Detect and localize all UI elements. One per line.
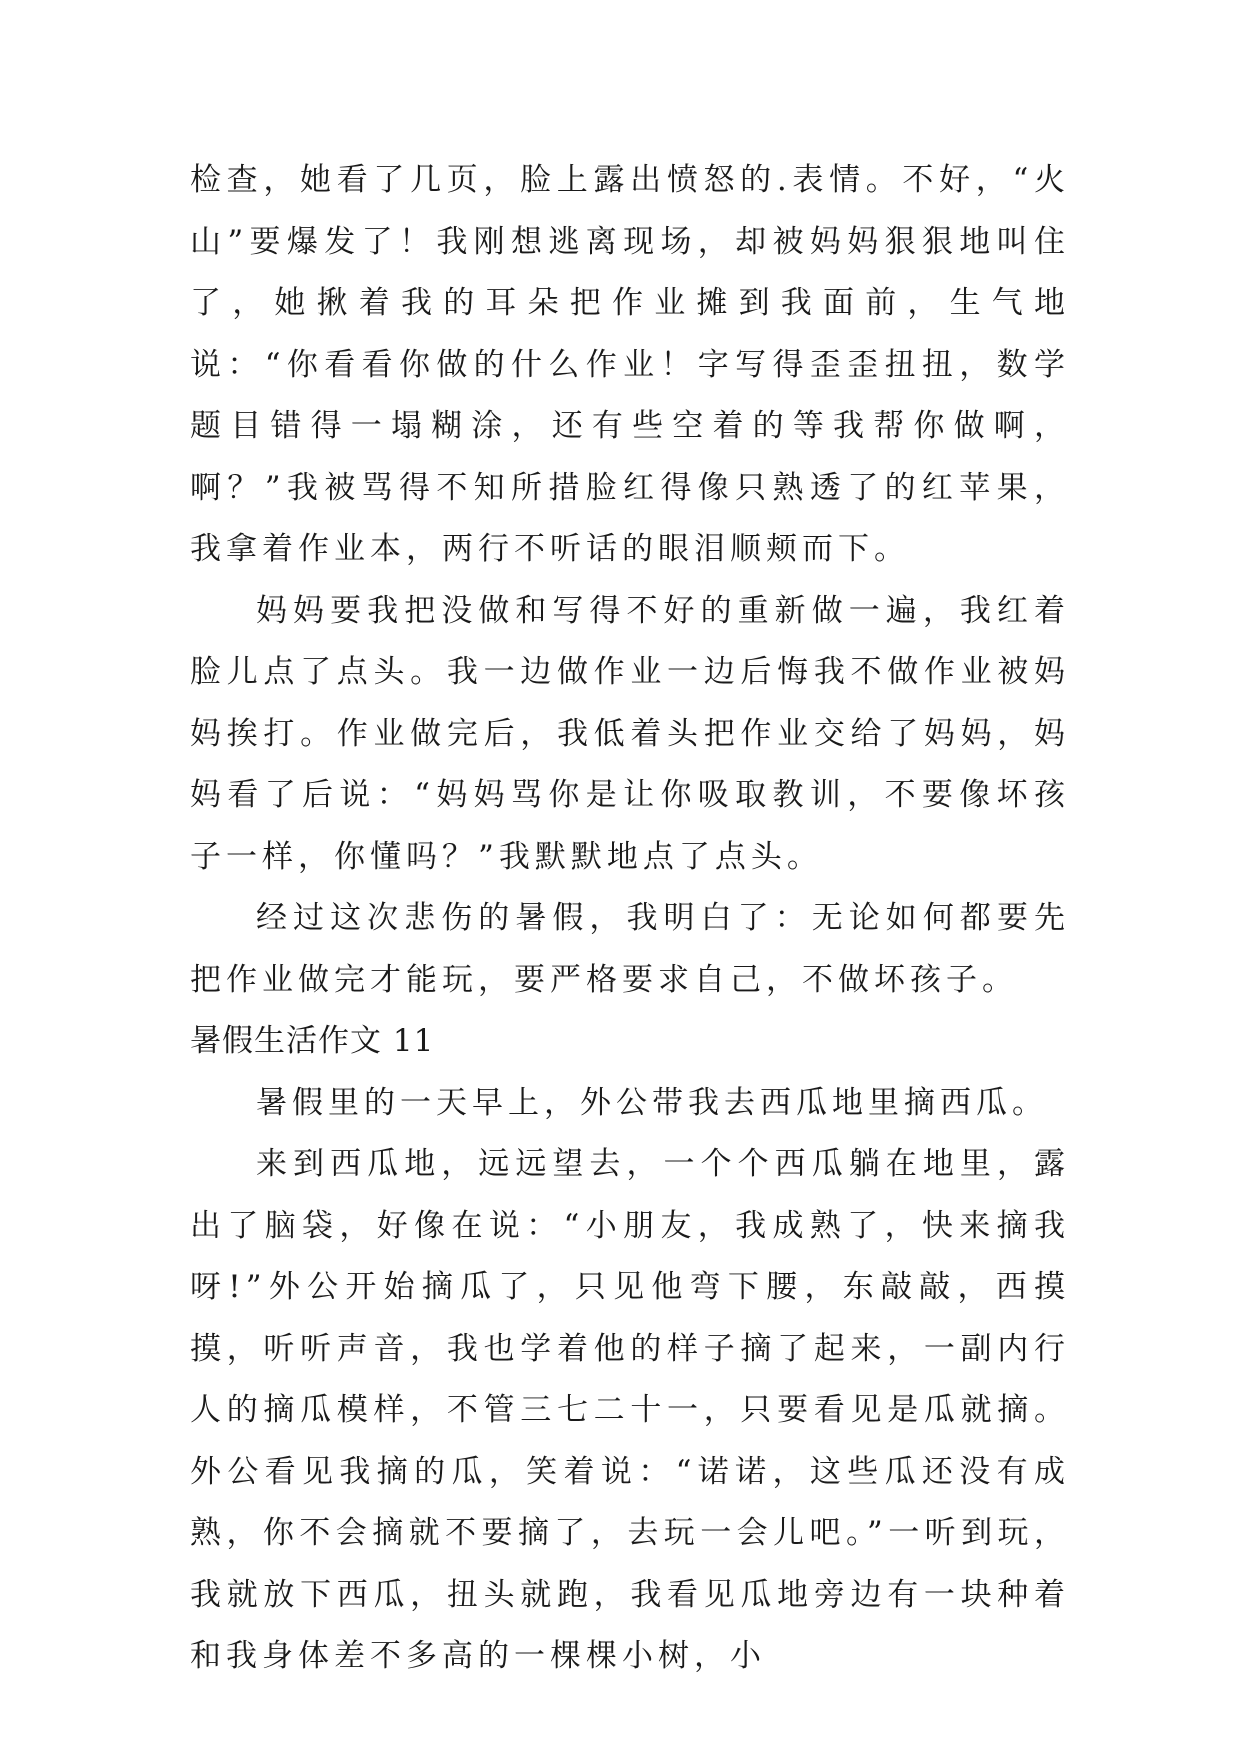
paragraph-2: 妈妈要我把没做和写得不好的重新做一遍，我红着脸儿点了点头。我一边做作业一边后悔我不做作业被妈妈挨打。作业做完后，我低着头把作业交给了妈妈，妈妈看了后说：“妈妈骂你是让你吸取教训，不要像坏孩子一样，你懂吗？”我默默地点了点头。 <box>190 592 1070 875</box>
paragraph-3: 经过这次悲伤的暑假，我明白了：无论如何都要先把作业做完才能玩，要严格要求自己，不做坏孩子。 <box>190 900 1070 998</box>
paragraph-5: 来到西瓜地，远远望去，一个个西瓜躺在地里，露出了脑袋，好像在说：“小朋友，我成熟了，快来摘我呀!”外公开始摘瓜了，只见他弯下腰，东敲敲，西摸摸，听听声音，我也学着他的样子摘了起来，一副内行人的摘瓜模样，不管三七二十一，只要看见是瓜就摘。外公看见我摘的瓜，笑着说：“诺诺，这些瓜还没有成熟，你不会摘就不要摘了，去玩一会儿吧。”一听到玩，我就放下西瓜，扭头就跑，我看见瓜地旁边有一块种着和我身体差不多高的一棵棵小树，小 <box>190 1146 1070 1674</box>
paragraph-1: 检查，她看了几页，脸上露出愤怒的.表情。不好，“火山”要爆发了！我刚想逃离现场，却被妈妈狠狠地叫住了，她揪着我的耳朵把作业摊到我面前，生气地说：“你看看你做的什么作业！字写得歪歪扭扭，数学题目错得一塌糊涂，还有些空着的等我帮你做啊，啊？”我被骂得不知所措脸红得像只熟透了的红苹果，我拿着作业本，两行不听话的眼泪顺颊而下。 <box>190 162 1070 567</box>
paragraph-4: 暑假里的一天早上，外公带我去西瓜地里摘西瓜。 <box>256 1084 1048 1121</box>
document-body <box>190 150 1070 1688</box>
section-heading: 暑假生活作文 11 <box>190 1023 435 1059</box>
